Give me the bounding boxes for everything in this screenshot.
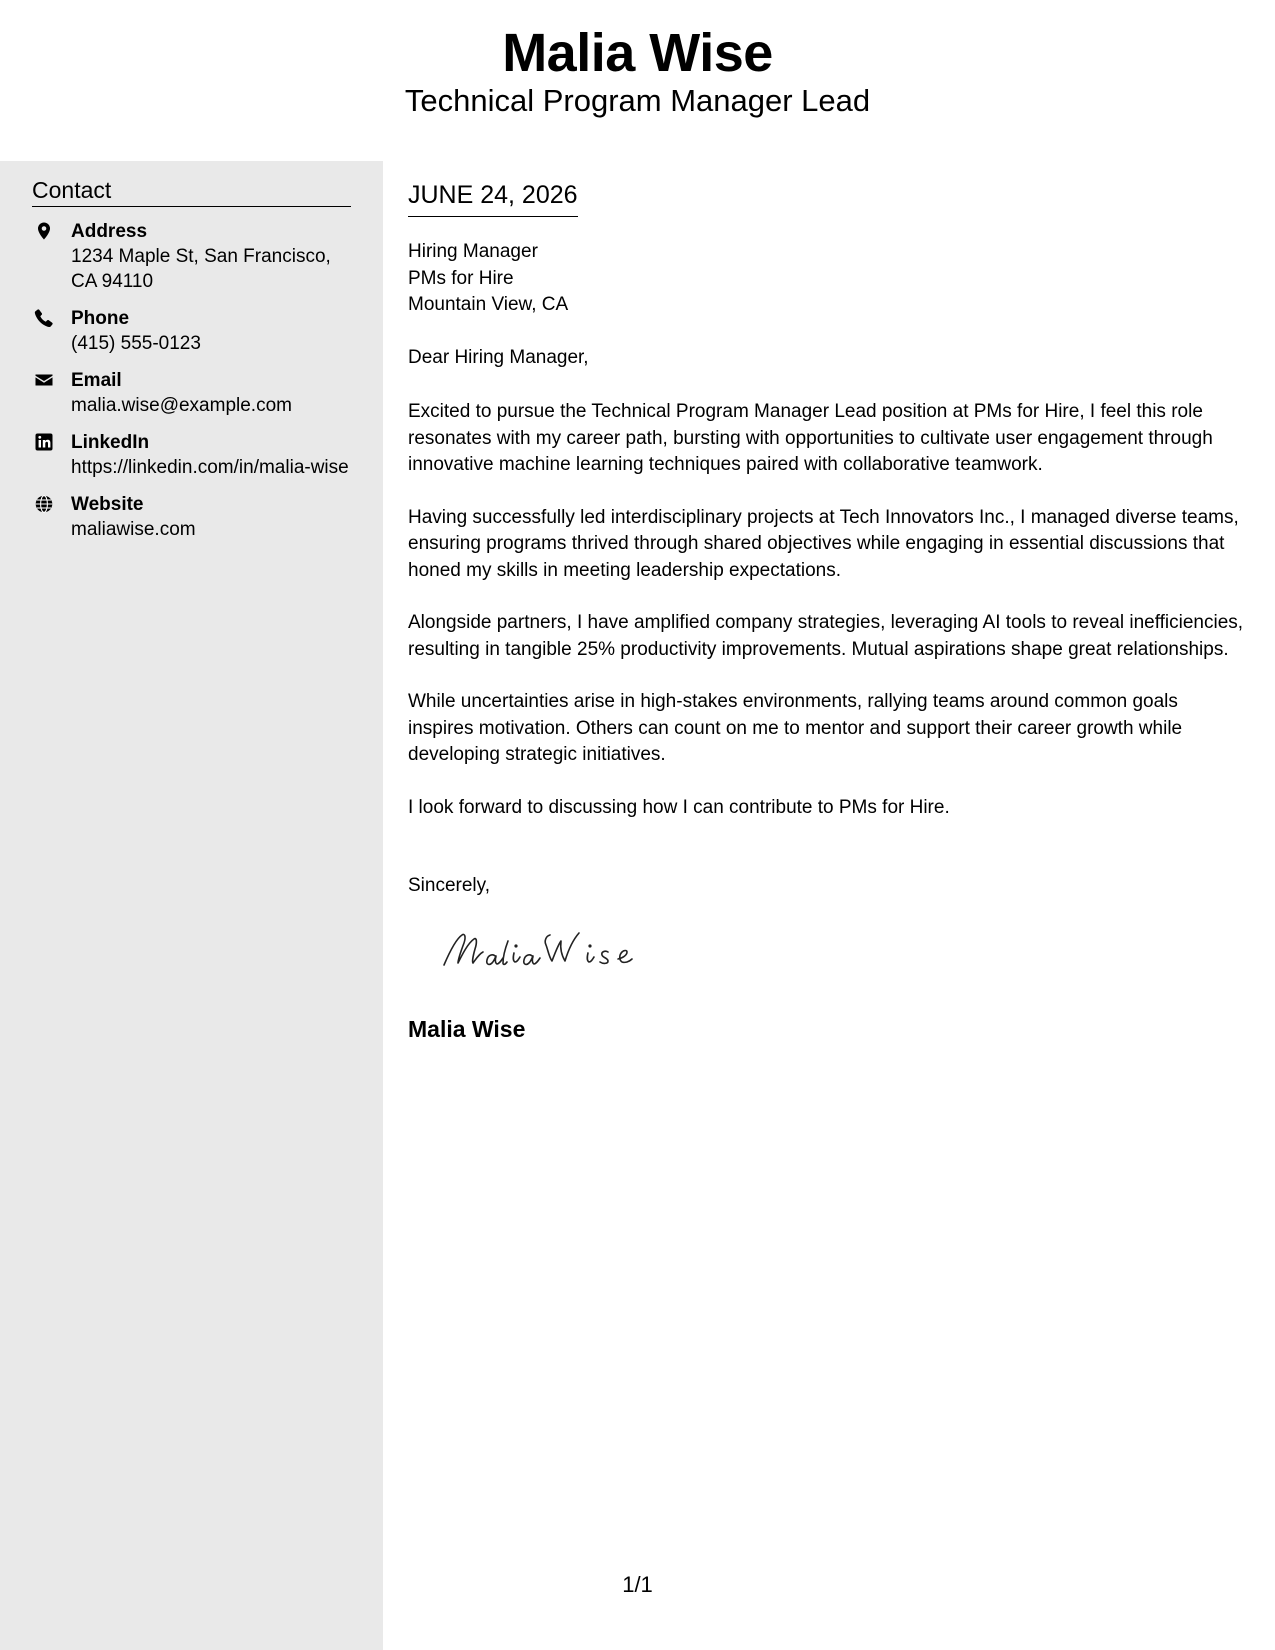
applicant-title: Technical Program Manager Lead bbox=[404, 83, 871, 118]
letter-paragraph: I look forward to discussing how I can contribute to PMs for Hire. bbox=[408, 796, 950, 818]
contact-label: Address bbox=[71, 221, 148, 242]
recipient-line: Mountain View, CA bbox=[408, 294, 569, 315]
contact-sidebar bbox=[0, 161, 383, 1650]
letter-date: JUNE 24, 2026 bbox=[408, 179, 578, 217]
recipient-line: Hiring Manager bbox=[408, 241, 538, 262]
contact-value: 1234 Maple St, San Francisco, CA 94110 bbox=[71, 246, 331, 292]
contact-item-phone bbox=[32, 306, 351, 356]
contact-item-email bbox=[32, 368, 351, 418]
contact-item-linkedin bbox=[32, 430, 351, 480]
recipient-block bbox=[408, 239, 568, 319]
signer-name: Malia Wise bbox=[408, 1016, 526, 1042]
recipient-line: PMs for Hire bbox=[408, 267, 514, 289]
letter-paragraph: Alongside partners, I have amplified company strategies, leveraging AI tools to reveal inefficiencies, resulting in tangible 25% productivity improvements. Mutual aspirations shape great relationships. bbox=[408, 612, 1244, 660]
contact-item-website bbox=[32, 492, 351, 542]
letter-header bbox=[0, 0, 1275, 161]
contact-label: Email bbox=[71, 370, 122, 391]
phone-icon bbox=[34, 308, 54, 328]
handwritten-signature bbox=[438, 921, 668, 981]
contact-value: maliawise.com bbox=[71, 519, 196, 540]
contact-heading: Contact bbox=[32, 175, 351, 207]
contact-value: https://linkedin.com/in/malia-wise bbox=[71, 457, 349, 478]
letter-paragraphs bbox=[408, 399, 1248, 847]
salutation: Dear Hiring Manager, bbox=[408, 347, 589, 368]
letter-paragraph: While uncertainties arise in high-stakes environments, rallying teams around common goals inspires motivation. Others can count on me to mentor and support their career growth while developing strategic initiatives. bbox=[408, 691, 1183, 765]
contact-value: (415) 555-0123 bbox=[71, 333, 201, 354]
closing: Sincerely, bbox=[408, 875, 491, 896]
contact-label: Website bbox=[71, 494, 144, 515]
envelope-icon bbox=[34, 370, 54, 390]
applicant-name: Malia Wise bbox=[502, 23, 773, 83]
letter-paragraph: Excited to pursue the Technical Program Manager Lead position at PMs for Hire, I feel this role resonates with my career path, bursting with opportunities to cultivate user engagement through innovative machine learning techniques paired with collaborative teamwork. bbox=[408, 401, 1213, 475]
linkedin-icon bbox=[34, 432, 54, 452]
contact-list bbox=[32, 219, 351, 554]
page-number: 1/1 bbox=[622, 1572, 653, 1597]
letter-paragraph: Having successfully led interdisciplinary projects at Tech Innovators Inc., I managed diverse teams, ensuring programs thrived through shared objectives while engaging in essential discussions that honed my skills in meeting leadership expectations. bbox=[408, 506, 1239, 581]
globe-icon bbox=[34, 494, 54, 514]
contact-label: LinkedIn bbox=[71, 432, 150, 453]
map-pin-icon bbox=[34, 221, 54, 241]
contact-label: Phone bbox=[71, 308, 130, 329]
contact-value: malia.wise@example.com bbox=[71, 395, 292, 416]
contact-item-address bbox=[32, 219, 351, 294]
